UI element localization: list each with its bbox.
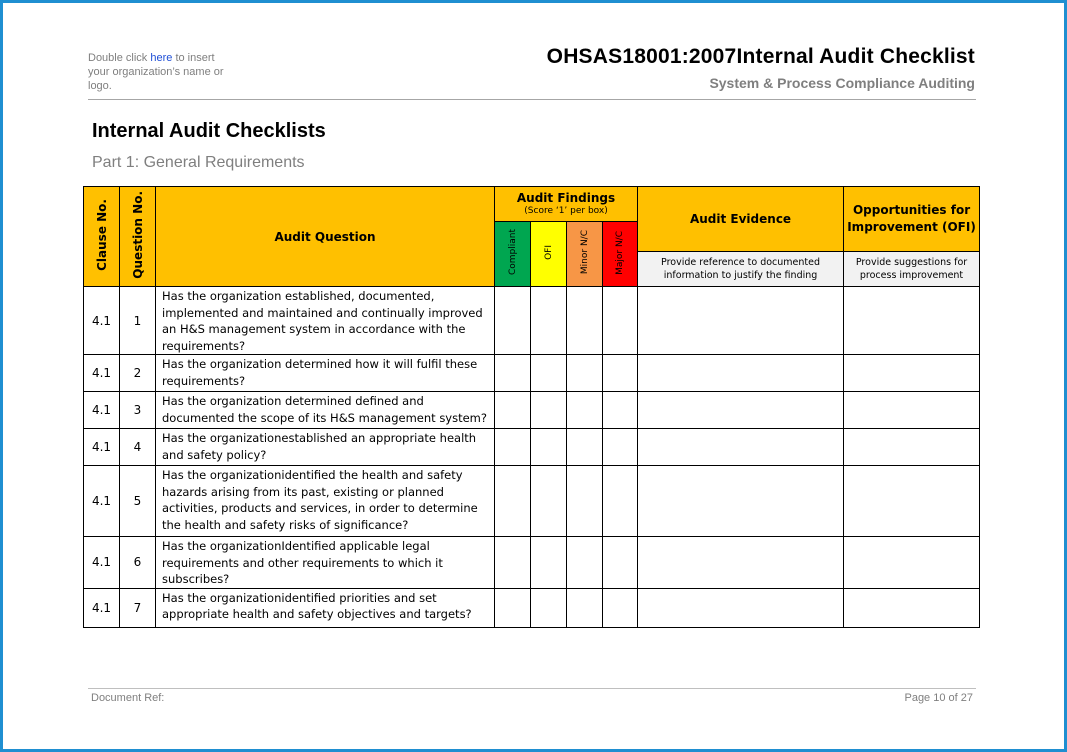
table-row xyxy=(84,429,980,466)
ofi-score-cell[interactable] xyxy=(531,355,567,392)
improvement-cell[interactable] xyxy=(844,466,980,537)
improvement-cell[interactable] xyxy=(844,588,980,627)
major-nc-score-cell[interactable] xyxy=(603,537,638,589)
ofi-score-cell[interactable] xyxy=(531,392,567,429)
question-number-cell: 6 xyxy=(120,537,156,589)
question-number-cell: 7 xyxy=(120,588,156,627)
question-cell: Has the organizationidentified the health and safety hazards arising from its past, existing or planned activities, products and services, in order to determine the health and safety risks of significance? xyxy=(156,466,495,537)
major-nc-score-cell[interactable] xyxy=(603,287,638,355)
minor-nc-score-cell[interactable] xyxy=(567,355,603,392)
org-note-suffix: to insert your organization’s name or logo. xyxy=(88,52,224,92)
evidence-cell[interactable] xyxy=(638,466,844,537)
page-number: Page 10 of 27 xyxy=(904,692,973,704)
major-nc-score-cell[interactable] xyxy=(603,355,638,392)
ofi-score-cell[interactable] xyxy=(531,429,567,466)
insert-org-link[interactable]: here xyxy=(150,52,173,64)
minor-nc-score-cell[interactable] xyxy=(567,537,603,589)
checklist-rows xyxy=(84,287,980,628)
ofi-score-cell[interactable] xyxy=(531,466,567,537)
question-number-cell: 4 xyxy=(120,429,156,466)
minor-nc-score-cell[interactable] xyxy=(567,287,603,355)
clause-cell: 4.1 xyxy=(84,392,120,429)
ofi-header: Opportunities for Improvement (OFI) xyxy=(844,187,980,252)
document-subtitle: System & Process Compliance Auditing xyxy=(709,75,975,91)
major-nc-score-cell[interactable] xyxy=(603,466,638,537)
question-cell: Has the organizationIdentified applicable legal requirements and other requirements to which it subscribes? xyxy=(156,537,495,589)
table-row xyxy=(84,466,980,537)
improvement-cell[interactable] xyxy=(844,429,980,466)
improvement-cell[interactable] xyxy=(844,537,980,589)
clause-no-header: Clause No. xyxy=(84,187,120,287)
ofi-score-cell[interactable] xyxy=(531,287,567,355)
table-row xyxy=(84,392,980,429)
clause-cell: 4.1 xyxy=(84,537,120,589)
audit-question-header: Audit Question xyxy=(156,187,495,287)
question-number-cell: 5 xyxy=(120,466,156,537)
question-cell: Has the organizationidentified priorities and set appropriate health and safety objectives and targets? xyxy=(156,588,495,627)
audit-findings-title: Audit Findings xyxy=(516,191,616,205)
minor-nc-score-cell[interactable] xyxy=(567,466,603,537)
compliant-score-cell[interactable] xyxy=(495,355,531,392)
compliant-score-cell[interactable] xyxy=(495,287,531,355)
audit-evidence-hint: Provide reference to documented information to justify the finding xyxy=(638,252,844,287)
major-nc-score-cell[interactable] xyxy=(603,429,638,466)
table-row xyxy=(84,588,980,627)
clause-cell: 4.1 xyxy=(84,355,120,392)
question-cell: Has the organizationestablished an appropriate health and safety policy? xyxy=(156,429,495,466)
evidence-cell[interactable] xyxy=(638,537,844,589)
ofi-score-cell[interactable] xyxy=(531,588,567,627)
org-note-prefix: Double click xyxy=(88,52,151,64)
table-row xyxy=(84,537,980,589)
question-cell: Has the organization determined defined and documented the scope of its H&S management system? xyxy=(156,392,495,429)
compliant-score-cell[interactable] xyxy=(495,466,531,537)
finding-ofi-header: OFI xyxy=(531,222,567,287)
question-no-header: Question No. xyxy=(120,187,156,287)
clause-cell: 4.1 xyxy=(84,466,120,537)
ofi-score-cell[interactable] xyxy=(531,537,567,589)
finding-compliant-header: Compliant xyxy=(495,222,531,287)
question-number-cell: 3 xyxy=(120,392,156,429)
improvement-cell[interactable] xyxy=(844,355,980,392)
clause-cell: 4.1 xyxy=(84,287,120,355)
org-logo-placeholder[interactable] xyxy=(88,51,238,93)
minor-nc-score-cell[interactable] xyxy=(567,429,603,466)
clause-cell: 4.1 xyxy=(84,429,120,466)
compliant-score-cell[interactable] xyxy=(495,537,531,589)
document-ref: Document Ref: xyxy=(91,692,165,704)
minor-nc-score-cell[interactable] xyxy=(567,392,603,429)
evidence-cell[interactable] xyxy=(638,355,844,392)
document-title: OHSAS18001:2007Internal Audit Checklist xyxy=(546,45,975,68)
major-nc-score-cell[interactable] xyxy=(603,588,638,627)
audit-findings-note: (Score ‘1’ per box) xyxy=(524,206,608,216)
evidence-cell[interactable] xyxy=(638,392,844,429)
footer-divider xyxy=(88,688,976,689)
major-nc-score-cell[interactable] xyxy=(603,392,638,429)
finding-minor-nc-header: Minor N/C xyxy=(567,222,603,287)
evidence-cell[interactable] xyxy=(638,429,844,466)
question-cell: Has the organization established, documented, implemented and maintained and continually improved an H&S management system in accordance with the requirements? xyxy=(156,287,495,355)
improvement-cell[interactable] xyxy=(844,392,980,429)
finding-major-nc-header: Major N/C xyxy=(603,222,638,287)
compliant-score-cell[interactable] xyxy=(495,429,531,466)
section-title: Internal Audit Checklists xyxy=(92,120,326,142)
ofi-hint: Provide suggestions for process improvement xyxy=(844,252,980,287)
audit-findings-header xyxy=(495,187,638,222)
compliant-score-cell[interactable] xyxy=(495,392,531,429)
evidence-cell[interactable] xyxy=(638,588,844,627)
evidence-cell[interactable] xyxy=(638,287,844,355)
audit-checklist-table xyxy=(83,186,980,628)
section-subtitle: Part 1: General Requirements xyxy=(92,154,305,171)
improvement-cell[interactable] xyxy=(844,287,980,355)
compliant-score-cell[interactable] xyxy=(495,588,531,627)
question-number-cell: 2 xyxy=(120,355,156,392)
header-divider xyxy=(88,99,976,100)
table-row xyxy=(84,287,980,355)
table-row xyxy=(84,355,980,392)
question-cell: Has the organization determined how it will fulfil these requirements? xyxy=(156,355,495,392)
audit-evidence-header: Audit Evidence xyxy=(638,187,844,252)
minor-nc-score-cell[interactable] xyxy=(567,588,603,627)
question-number-cell: 1 xyxy=(120,287,156,355)
clause-cell: 4.1 xyxy=(84,588,120,627)
